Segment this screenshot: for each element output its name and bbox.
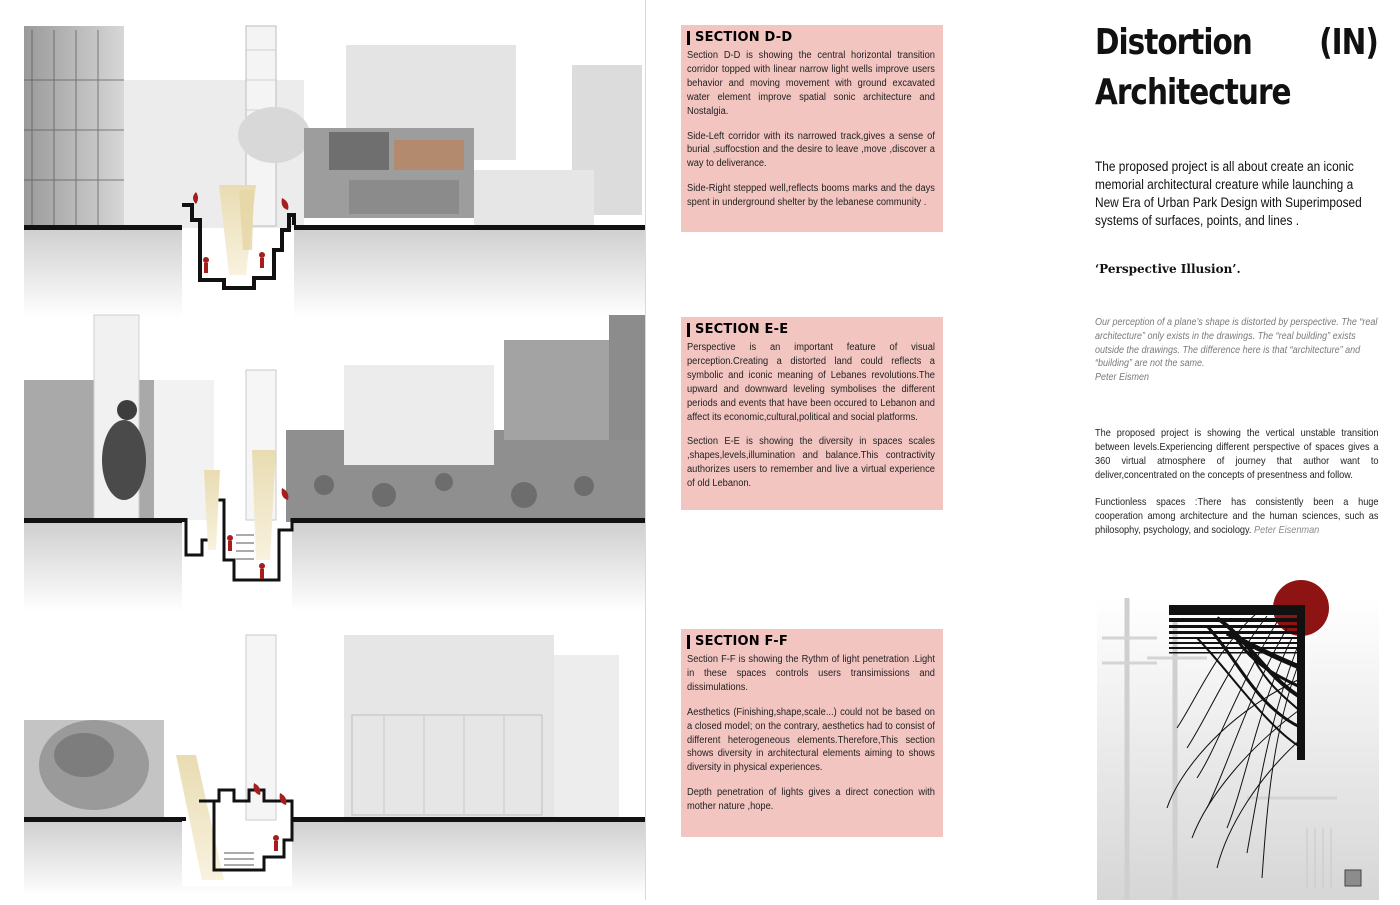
functionless-citation: Peter Eisenman [1254, 524, 1320, 536]
quote-text: Our perception of a plane's shape is distorted by perspective. The “real architecture” only exists in the drawings. The “real building” exists outside the drawings. The difference here is that “architecture” and “building” are not the same. [1095, 317, 1378, 370]
section-f-f-paragraph: Aesthetics (Finishing,shape,scale...) could not be based on a closed model; on the contrary, aesthetics had to consist of different heterogeneous elements.Therefore,This section shows diversity in architectural elements aiming to shows diversity in physical experiences. [687, 706, 935, 774]
column-divider [645, 0, 646, 900]
title-word-distortion: Distortion [1095, 22, 1252, 63]
title-word-in: (IN) [1319, 22, 1378, 63]
concept-line-graphic [1097, 578, 1379, 900]
section-f-f-paragraph: Section F-F is showing the Rythm of light penetration .Light in these spaces controls users transimissions and dissimulations. [687, 654, 935, 693]
section-d-d-paragraph: Side-Left corridor with its narrowed track,gives a sense of burial ,suffocstion and the desire to leave ,move ,discover a way to deliverance. [687, 130, 935, 170]
page-title [1095, 18, 1378, 118]
intro-paragraph: The proposed project is all about create an iconic memorial architectural creature while launching a New Era of Urban Park Design with Superimposed systems of surfaces, points, and lines . [1095, 159, 1362, 228]
section-f-f-paragraph: Depth penetration of lights gives a direct conection with mother nature ,hope. [687, 787, 935, 813]
section-drawings [0, 0, 650, 900]
section-d-d-drawing [24, 20, 646, 330]
section-e-e-paragraph: Section E-E is showing the diversity in spaces scales ,shapes,levels,illumination and balance.This contractivity authorizes users to remember and live a virtual experience of old Lebanon. [687, 436, 935, 490]
section-e-e-heading: SECTION E-E [687, 323, 935, 337]
functionless-spaces-paragraph [1095, 496, 1379, 538]
section-e-e-textbox [681, 317, 943, 510]
section-e-e-paragraph: Perspective is an important feature of visual perception.Creating a distorted land could reflects a symbolic and iconic meaning of Lebanes revolutions.The upward and downward leveling symbolises the different periods and events that have been occured to Lebanon and affect its economic,cultural,political and social platforms. [687, 342, 935, 423]
functionless-text: Functionless spaces :There has consistently been a huge cooperation among architecture and the human sciences, such as philosophy, psychology, and sociology. [1095, 497, 1379, 536]
eisenman-quote [1095, 316, 1379, 385]
quote-author: Peter Eismen [1095, 372, 1150, 384]
title-word-architecture: Architecture [1095, 72, 1291, 113]
section-d-d-paragraph: Side-Right stepped well,reflects booms marks and the days spent in underground shelter by the lebanese community . [687, 183, 935, 209]
section-e-e-drawing [24, 310, 646, 625]
section-d-d-heading: SECTION D-D [687, 31, 935, 45]
transition-paragraph: The proposed project is showing the vertical unstable transition between levels.Experiencing different perspective of spaces gives a 360 virtual atmosphere of journey that author want to deliver,concentrated on the concepts of presentness and follow. [1095, 428, 1379, 481]
section-f-f-textbox [681, 629, 943, 837]
perspective-illusion-subhead: ‘Perspective Illusion’. [1095, 262, 1241, 276]
section-f-f-heading: SECTION F-F [687, 635, 935, 649]
section-d-d-paragraph: Section D-D is showing the central horizontal transition corridor topped with linear narrow light wells improve users behavior and moving movement with ground excavated water element improve spatial sonic architecture and Nostalgia. [687, 50, 935, 117]
section-d-d-textbox [681, 25, 943, 232]
section-f-f-drawing [24, 625, 646, 900]
